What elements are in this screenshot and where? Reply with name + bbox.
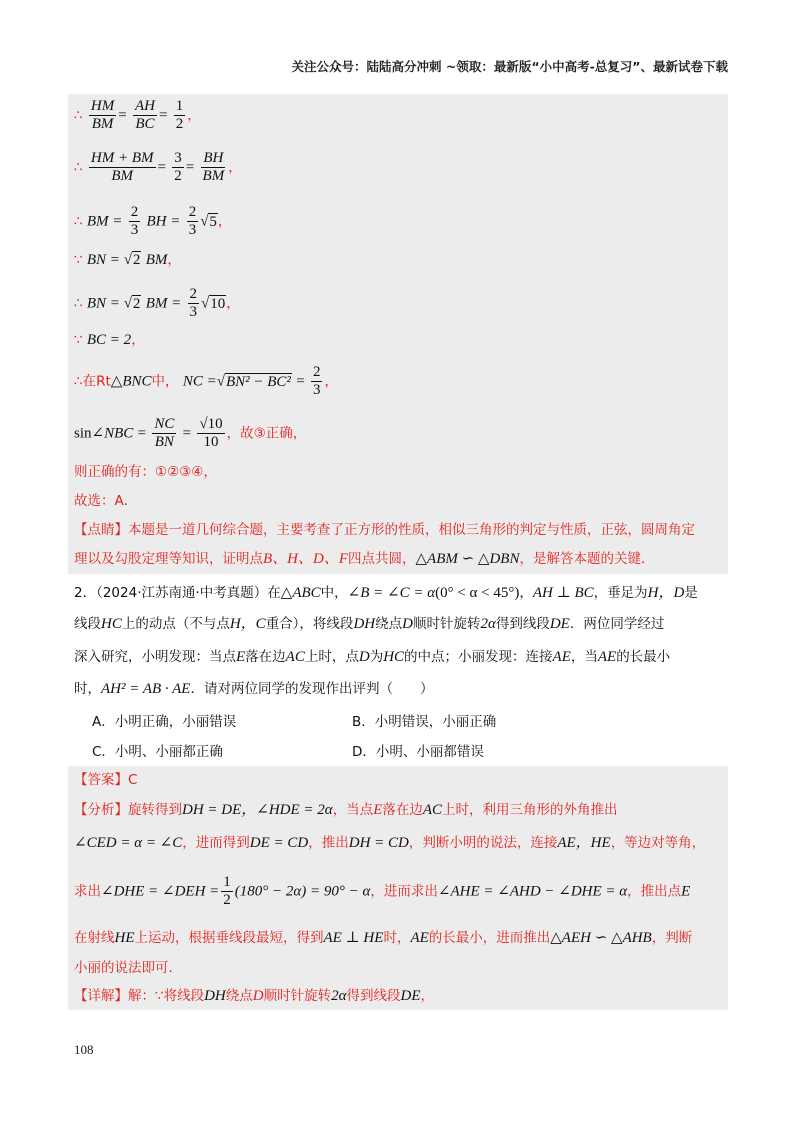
option-d[interactable]: D．小明、小丽都错误 [352,744,484,760]
solution-line-1: ∴ $\frac{HM}{BM}$ = $\frac{AH}{BC}$ = $\frac{1}{2}$ ， [74,98,201,132]
solution-line-4: ∵ BN = √2 BM， [74,252,181,268]
option-a[interactable]: A．小明正确，小丽错误 [92,714,237,730]
analysis-line-2: ∠CED = α = ∠C，进而得到DE = CD，推出DH = CD，判断小明的说法，连接AE，HE，等边对等角， [74,835,706,851]
solution-line-9: 则正确的有：①②③④， [74,464,217,480]
question-2-line-2: 线段HC上的动点（不与点H，C重合），将线段DH绕点D顺时针旋转2α得到线段DE．两位同学经过 [74,616,665,632]
page-header: 关注公众号：陆陆高分冲刺 ~领取：最新版“小中高考-总复习”、最新试卷下载 [291,59,728,74]
detail-line-1: 【详解】解：∵将线段DH绕点D顺时针旋转2α得到线段DE， [74,988,434,1004]
analysis-line-5: 小丽的说法即可． [74,960,182,976]
page-number: 108 [74,1042,94,1057]
solution-line-5: ∴ BN = √2 BM = $\frac{2}{3}$ √10， [74,286,240,320]
solution-line-2: ∴ $\frac{HM + BM}{BM}$ = $\frac{3}{2}$ = $\frac{BH}{BM}$ ， [74,150,242,184]
solution-line-8: sin∠NBC = $\frac{NC}{BN}$ = $\frac{√10}{10}$ ，故③正确， [74,416,307,450]
option-b[interactable]: B．小明错误，小丽正确 [352,714,497,730]
answer-line: 【答案】C [74,772,138,788]
analysis-line-3: 求出∠DHE = ∠DEH = $\frac{1}{2}$ (180° − 2α) = 90° − α，进而求出∠AHE = ∠AHD − ∠DHE = α，推出点E [74,874,691,908]
solution-line-7: ∴在Rt△BNC中， NC =√BN² − BC² = $\frac{2}{3}$ ， [74,364,338,398]
remark-line-2: 理以及勾股定理等知识，证明点B、H、D、F四点共圆，△ABM ∽ △DBN，是解答本题的关键． [74,551,655,567]
question-2-line-3: 深入研究，小明发现：当点E落在边AC上时，点D为HC的中点；小丽发现：连接AE，当AE的长最小 [74,649,671,665]
analysis-line-4: 在射线HE上运动，根据垂线段最短，得到AE ⊥ HE时，AE的长最小，进而推出△AEH ∽ △AHB，判断 [74,930,693,946]
solution-line-6: ∵ BC = 2， [74,332,145,348]
analysis-line-1: 【分析】旋转得到DH = DE，∠HDE = 2α，当点E落在边AC上时，利用三角形的外角推出 [74,802,618,818]
option-c[interactable]: C．小明、小丽都正确 [92,744,223,760]
solution-line-3: ∴ BM = $\frac{2}{3}$ BH = $\frac{2}{3}$ √5， [74,204,232,238]
remark-line-1: 【点睛】本题是一道几何综合题，主要考查了正方形的性质，相似三角形的判定与性质，正弦，圆周角定 [74,522,695,538]
question-2-line-1: 2．（2024·江苏南通·中考真题）在△ABC中，∠B = ∠C = α(0° < α < 45°)，AH ⊥ BC，垂足为H，D是 [74,585,698,601]
question-2-line-4: 时，AH² = AB · AE．请对两位同学的发现作出评判（ ） [74,681,434,697]
solution-line-10: 故选：A． [74,493,138,509]
